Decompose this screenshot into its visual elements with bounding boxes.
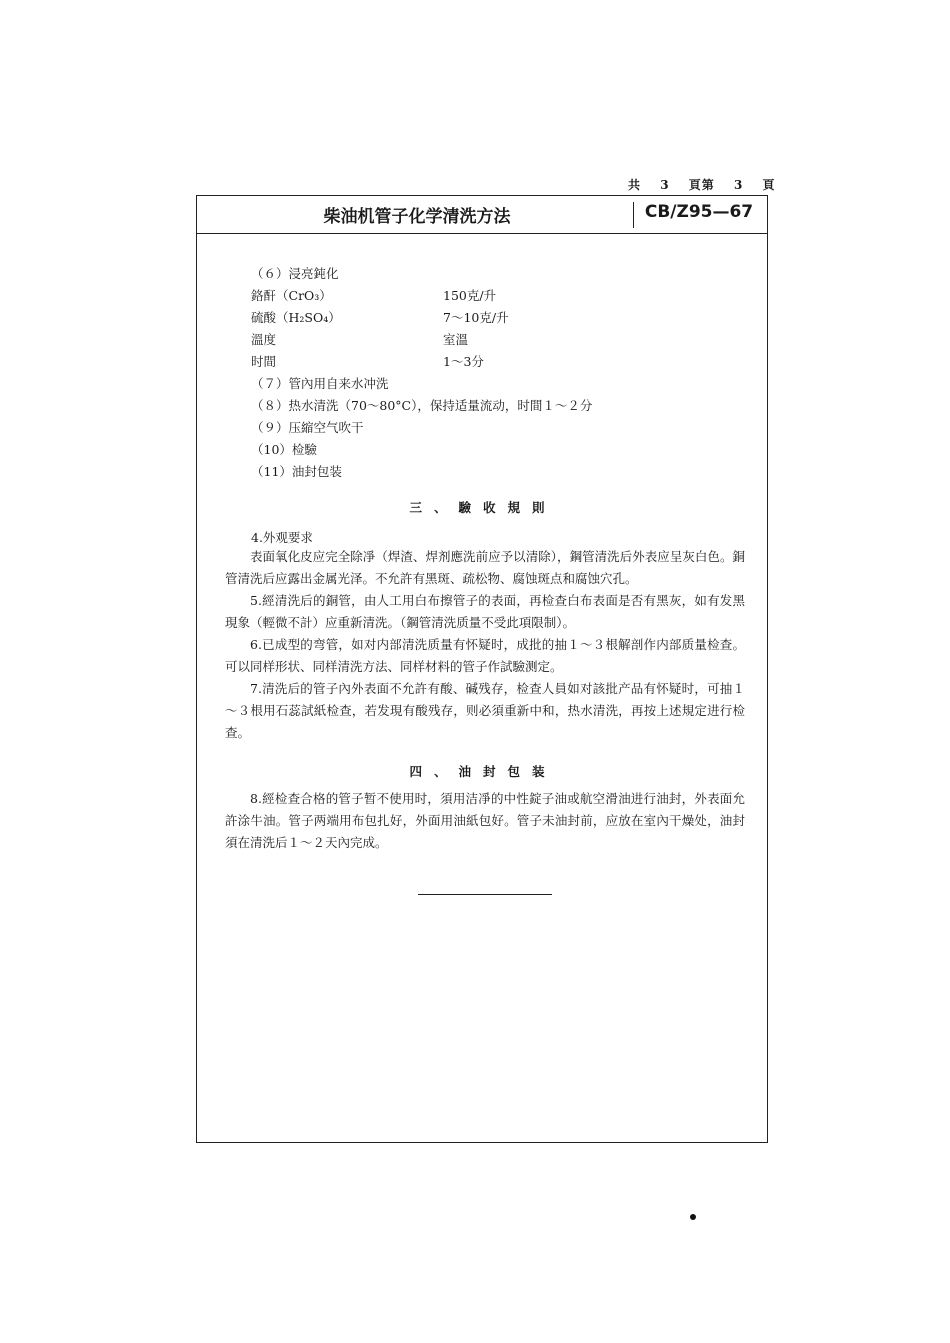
section4-heading: 四、油封包装 bbox=[409, 764, 557, 779]
scan-mark bbox=[690, 1214, 696, 1220]
end-rule bbox=[418, 894, 552, 895]
step6-heading: （６）浸亮鈍化 bbox=[251, 266, 339, 281]
step-item: （11）油封包装 bbox=[251, 464, 342, 479]
total-label: 共 bbox=[628, 178, 642, 192]
step-item: （10）检驗 bbox=[251, 442, 317, 457]
page-sep: 頁第 bbox=[688, 178, 715, 192]
item5-text: 5.經清洗后的銅管，由人工用白布擦管子的表面，再检查白布表面是否有黑灰，如有发黑現象（輕微不計）应重新清洗。（鋼管清洗质量不受此項限制）。 bbox=[225, 593, 745, 630]
step6-row-label: 时間 bbox=[251, 354, 277, 369]
step6-row-value: 7～10克/升 bbox=[443, 310, 509, 325]
step6-row-label: 溫度 bbox=[251, 332, 277, 347]
item4-text: 表面氧化皮应完全除凈（焊渣、焊剂應洗前应予以清除），鋼管清洗后外表应呈灰白色。銅管清洗后应露出金属光泽。不允許有黑斑、疏松物、腐蚀斑点和腐蚀穴孔。 bbox=[225, 549, 745, 586]
header-divider bbox=[633, 202, 634, 228]
document-code: CB/Z95—67 bbox=[644, 202, 754, 222]
page-suffix: 頁 bbox=[762, 178, 776, 192]
header-rule bbox=[197, 233, 767, 234]
step6-row-label: 硫酸（H₂SO₄） bbox=[251, 310, 341, 325]
item8-text: 8.經检查合格的管子暂不使用时，須用洁凈的中性錠子油或航空滑油进行油封，外表面允許涂牛油。管子两端用布包扎好，外面用油紙包好。管子未油封前，应放在室內干燥处，油封須在清洗后１～２天內完成。 bbox=[225, 791, 745, 850]
step-item: （７）管內用自来水冲洗 bbox=[251, 376, 389, 391]
section3-heading: 三、驗收規則 bbox=[409, 500, 557, 515]
step-item: （９）压縮空气吹干 bbox=[251, 420, 364, 435]
step-item: （８）热水清洗（70～80°C），保持适量流动，时間１～２分 bbox=[251, 398, 593, 413]
current-page: 3 bbox=[733, 178, 744, 192]
step6-row-value: 150克/升 bbox=[443, 288, 497, 303]
document-frame bbox=[196, 195, 768, 1143]
step6-row-label: 鉻酐（CrO₃） bbox=[251, 288, 332, 303]
item7-text: 7.清洗后的管子內外表面不允許有酸、碱残存，检查人員如对該批产品有怀疑时，可抽１～３根用石蕊試紙检查，若发現有酸残存，则必須重新中和，热水清洗，再按上述規定进行检查。 bbox=[225, 681, 745, 740]
step6-row-value: 室溫 bbox=[443, 332, 469, 347]
total-pages: 3 bbox=[660, 178, 670, 192]
page-count bbox=[628, 176, 776, 193]
step6-row-value: 1～3分 bbox=[443, 354, 484, 369]
item6-text: 6.已成型的弯管，如对内部清洗质量有怀疑时，成批的抽１～３根解剖作内部质量检查。可以同样形状、同样清洗方法、同样材料的管子作試驗测定。 bbox=[225, 637, 745, 674]
item4-title: 4.外观要求 bbox=[251, 530, 313, 545]
document-title: 柴油机管子化学清洗方法 bbox=[323, 207, 511, 227]
